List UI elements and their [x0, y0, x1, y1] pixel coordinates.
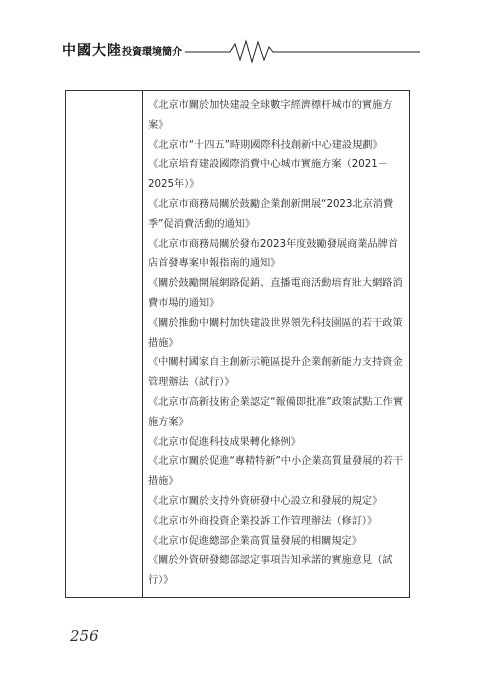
list-item: 《北京市關於加快建設全球數字經濟標杆城市的實施方案》	[148, 100, 393, 131]
list-item: 《北京培育建設國際消費中心城市實施方案（2021－2025年）》	[148, 159, 388, 191]
header-title-sub: 投資環境簡介	[122, 47, 182, 58]
list-item: 《北京市關於促進“專精特新”中小企業高質量發展的若干措施》	[148, 456, 404, 488]
header-title	[62, 40, 182, 60]
regulation-list	[148, 96, 406, 591]
list-item: 《北京市促進總部企業高質量發展的相關規定》	[148, 535, 362, 547]
page-number: 256	[70, 627, 99, 645]
list-item: 《北京市高新技術企業認定“報備即批准”政策試點工作實施方案》	[148, 396, 404, 428]
page-header	[60, 38, 420, 64]
list-item: 《北京市商務局關於鼓勵企業創新開展“2023北京消費季”促消費活動的通知》	[148, 198, 394, 230]
list-item: 《北京市促進科技成果轉化條例》	[148, 436, 301, 448]
list-item: 《關於鼓勵開展網路促銷、直播電商活動培育壯大網路消費市場的通知》	[148, 278, 403, 309]
list-item: 《關於推動中關村加快建設世界領先科技園區的若干政策措施》	[148, 317, 403, 349]
table-column-divider	[142, 90, 143, 598]
list-item: 《北京市外商投資企業投訴工作管理辦法（修訂）》	[148, 515, 378, 527]
list-item: 《北京市“十四五”時期國際科技創新中心建設規劃》	[148, 139, 383, 151]
list-item: 《中關村國家自主創新示範區提升企業創新能力支持資金管理辦法（試行）》	[148, 357, 403, 389]
list-item: 《北京市商務局關於發布2023年度鼓勵發展商業品牌首店首發專案申報指南的通知》	[148, 238, 399, 270]
list-item: 《北京市關於支持外資研發中心設立和發展的規定》	[148, 495, 383, 507]
list-item: 《關於外資研發總部認定事項告知承諾的實施意見（試行）》	[148, 555, 393, 587]
header-title-main: 中國大陸	[62, 43, 122, 59]
